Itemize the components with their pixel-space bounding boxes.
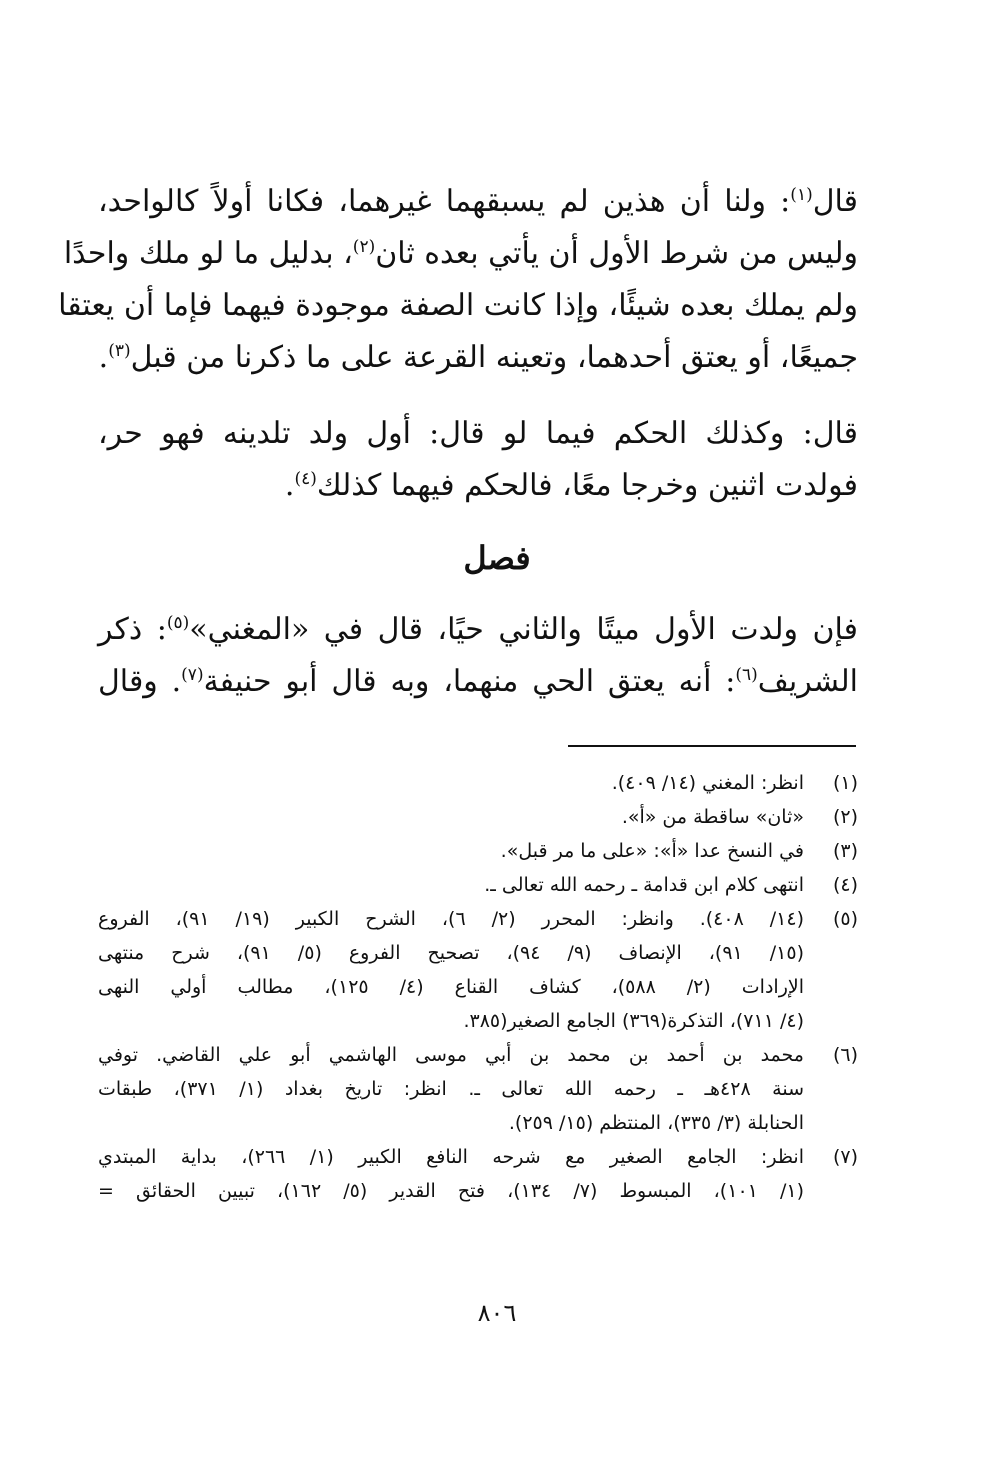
footnote-number: (٥) [832, 908, 858, 930]
footnote-ref: (١) [790, 185, 813, 205]
footnote-number: (١) [832, 772, 858, 794]
footnote-divider [568, 745, 856, 747]
paragraph-line: وليس من شرط الأول أن يأتي بعده ثان$^{(٢)}$، بدليل ما لو ملك واحدًا [63, 236, 858, 271]
footnote-ref: (٦) [735, 665, 758, 685]
footnote-ref: (٢) [352, 237, 376, 257]
footnote-item [98, 800, 858, 834]
footnote-item [98, 868, 858, 902]
paragraph-line: فإن ولدت الأول ميتًا والثاني حيًا، قال في «المغني»$^{(٥)}$: ذكر [98, 612, 859, 647]
footnote-text: انظر: المغني (١٤/ ٤٠٩). [611, 772, 804, 794]
footnote-number: (٦) [832, 1044, 858, 1066]
paragraph-line: قال: وكذلك الحكم فيما لو قال: أول ولد تلدينه فهو حر، [98, 416, 858, 451]
paragraph-line: جميعًا، أو يعتق أحدهما، وتعينه القرعة على ما ذكرنا من قبل$^{(٣)}$. [98, 340, 858, 375]
paragraph-2 [98, 408, 858, 512]
footnote-ref: (٧) [181, 665, 204, 685]
footnote-item [98, 766, 858, 800]
paragraph-line: فولدت اثنين وخرجا معًا، فالحكم فيهما كذلك$^{(٤)}$. [284, 468, 858, 503]
footnote-number: (٧) [832, 1146, 858, 1168]
footnote-ref: (٥) [166, 613, 190, 633]
footnote-number: (٣) [832, 840, 858, 862]
footnote-item [98, 1038, 858, 1140]
paragraph-1 [58, 176, 858, 384]
footnote-text: محمد بن أحمد بن محمد بن أبي موسى الهاشمي أبو علي القاضي. توفي سنة ٤٢٨هـ ـ رحمه الله تعالى ـ. انظر: تاريخ بغداد (١/ ٣٧١)، طبقات الحنابلة (٣/ ٣٣٥)، المنتظم (١٥/ ٢٥٩). [98, 1044, 805, 1134]
footnote-number: (٤) [832, 874, 858, 896]
footnote-text: انتهى كلام ابن قدامة ـ رحمه الله تعالى ـ. [484, 874, 804, 896]
footnote-item [98, 1140, 858, 1208]
paragraph-line: ولم يملك بعده شيئًا، وإذا كانت الصفة موجودة فيهما فإما أن يعتقا [58, 288, 858, 323]
footnote-ref: (٤) [294, 469, 317, 489]
footnote-text: (١٤/ ٤٠٨). وانظر: المحرر (٢/ ٦)، الشرح الكبير (١٩/ ٩١)، الفروع (١٥/ ٩١)، الإنصاف (٩/ ٩٤)، تصحيح الفروع (٥/ ٩١)، شرح منتهى الإرادات (٢/ ٥٨٨)، كشاف القناع (٤/ ١٢٥)، مطالب أولي النهى (٤/ ٧١١)، التذكرة(٣٦٩) الجامع الصغير(٣٨٥. [98, 908, 804, 1032]
footnote-text: «ثان» ساقطة من «أ». [621, 806, 804, 828]
paragraph-line: الشريف$^{(٦)}$: أنه يعتق الحي منهما، وبه قال أبو حنيفة$^{(٧)}$. وقال [98, 664, 858, 699]
paragraph-3 [98, 604, 858, 708]
footnote-item [98, 834, 858, 868]
section-heading: فصل [463, 539, 531, 577]
footnote-number: (٢) [832, 806, 858, 828]
paragraph-line: قال$^{(١)}$: ولنا أن هذين لم يسبقهما غيرهما، فكانا أولاً كالواحد، [98, 184, 858, 219]
footnote-ref: (٣) [108, 341, 131, 361]
footnote-item [98, 902, 858, 1038]
page-number: ٨٠٦ [477, 1299, 517, 1327]
footnote-text: انظر: الجامع الصغير مع شرحه النافع الكبير (١/ ٢٦٦)، بداية المبتدي (١/ ١٠١)، المبسوط (٧/ ١٣٤)، فتح القدير (٥/ ١٦٢)، تبيين الحقائق = [98, 1146, 804, 1202]
footnotes [98, 766, 858, 1208]
footnote-text: في النسخ عدا «أ»: «على ما مر قبل». [500, 840, 804, 862]
